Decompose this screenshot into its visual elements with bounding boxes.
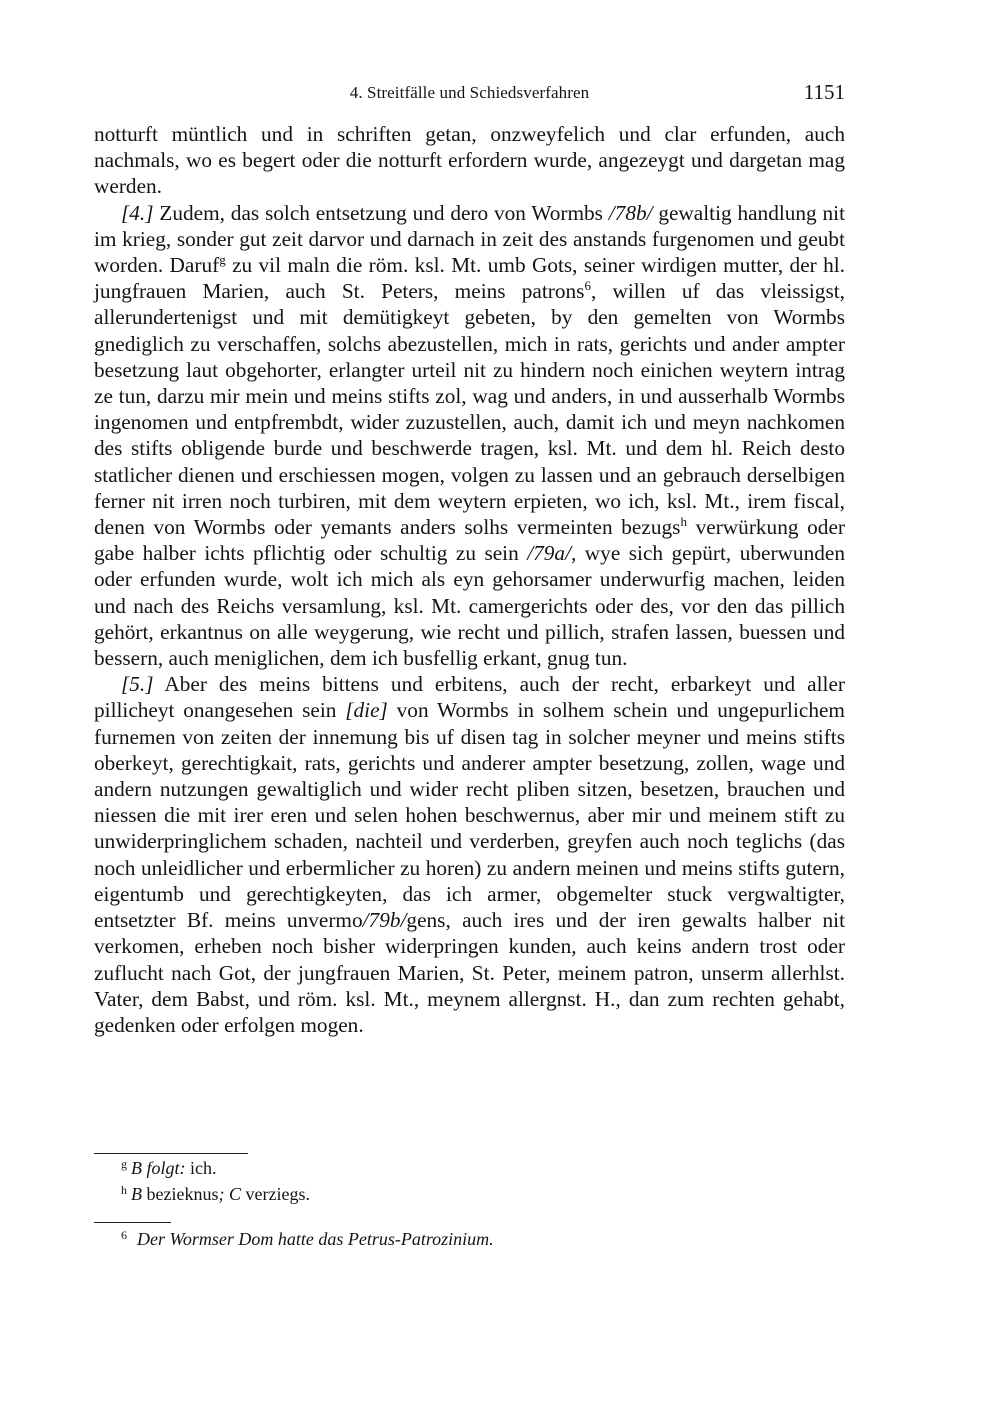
- running-header: [94, 80, 845, 106]
- note-mark: 6: [121, 1228, 127, 1242]
- paragraph-text: zu vil maln die röm. ksl. Mt. umb Gots, seiner wirdigen mutter, der hl. jungfrauen Marien, auch St. Peters, meins patrons: [94, 253, 845, 304]
- note-text: bezieknus: [142, 1184, 219, 1204]
- note-siglum: B folgt:: [131, 1158, 186, 1178]
- editorial-insertion: [die]: [345, 698, 388, 723]
- footnote-ref-g[interactable]: g: [219, 252, 226, 268]
- note-siglum: C: [224, 1184, 241, 1204]
- paragraph-text: verwürkung oder gabe halber ichts pflichtig oder schultig zu sein: [94, 515, 846, 566]
- commentary-divider: [94, 1222, 171, 1223]
- note-separator: ;: [218, 1184, 225, 1204]
- paragraph-text: , willen uf das vleissigst, allerundertenigst und mit demütigkeyt gebeten, by den gemelten von Wormbs gnediglich zu verschaffen, solchs abezustellen, mich in rats, gerichts und ander ampter besetzung laut obgehorter, erlangter urteil nit zu hindern noch einichen weytern intrag ze tun, darzu mir mein und meins stifts zol, wag und anders, in und ausserhalb Wormbs ingenomen und entpfrembdt, wider zuzustellen, auch, damit ich und meyn nachkomen des stifts obligende burde und beschwerde tragen, ksl. Mt. und dem hl. Reich desto statlicher dienen und erschiessen mogen, volgen zu lassen und an gebrauch derselbigen ferner nit irren noch turbiren, mit dem weytern erpieten, wo ich, ksl. Mt., irem fiscal, denen von Wormbs oder yemants anders solhs vermeinten bezugs: [94, 279, 845, 540]
- paragraph-text: Zudem, das solch entsetzung und dero von Wormbs: [153, 200, 609, 225]
- paragraph-text: Aber des meins bittens und erbitens, auch der recht, erbarkeyt und aller pillicheyt onangesehen sein: [94, 672, 845, 723]
- apparatus-divider: [94, 1153, 248, 1154]
- running-title: 4. Streitfälle und Schiedsverfahren: [349, 83, 590, 102]
- paragraph-text: notturft müntlich und in schriften getan, onzweyfelich und clar erfunden, auch nachmals, wo es begert oder die notturft erfordern wurde, angezeygt und dargetan mag werden.: [94, 122, 845, 199]
- footnote-ref-6[interactable]: 6: [584, 278, 591, 294]
- folio-marker: /78b/: [608, 200, 653, 225]
- folio-marker: /79b/: [362, 908, 407, 933]
- note-mark: g: [121, 1157, 127, 1171]
- section-marker: [4.]: [121, 200, 154, 225]
- section-marker: [5.]: [121, 672, 154, 697]
- paragraph-text: gewaltig handlung nit im krieg, sonder gut zeit darvor und darnach in zeit des anstands furgenomen und geubt worden. Daruf: [94, 200, 845, 278]
- paragraph-section-5: [94, 671, 845, 1038]
- paragraph-text: gens, auch ires und der iren gewalts halber nit verkomen, erheben noch bisher widerpringen kunden, auch keins andern trost oder zuflucht nach Got, der jungfrauen Marien, St. Peter, meinem patron, unserm allerhlst. Vater, dem Babst, und röm. ksl. Mt., meynem allergnst. H., dan zum rechten gehabt, gedenken oder erfolgen mogen.: [94, 908, 845, 1037]
- note-siglum: B: [131, 1184, 142, 1204]
- paragraph-continuation: [94, 121, 845, 200]
- note-text: verziegs.: [241, 1184, 310, 1204]
- note-text: Der Wormser Dom hatte das Petrus-Patrozinium.: [137, 1229, 494, 1249]
- main-text: [94, 121, 845, 1038]
- note-mark: h: [121, 1183, 127, 1197]
- paragraph-section-4: [94, 200, 845, 672]
- commentary-note-6: [121, 1228, 494, 1250]
- paragraph-text: , wye sich gepürt, uberwunden oder erfunden wurde, wolt ich mich als eyn gehorsamer underwurfig machen, leiden und nach des Reichs versamlung, ksl. Mt. camergerichts oder des, vor den das pillich gehört, erkantnus on alle weygerung, wie recht und pillich, strafen lassen, buessen und bessern, auch meniglichen, dem ich busfellig erkant, gnug tun.: [94, 541, 845, 671]
- apparatus-note-h: [121, 1183, 310, 1205]
- folio-marker: /79a/: [527, 541, 571, 566]
- footnote-ref-h[interactable]: h: [680, 514, 687, 530]
- apparatus-note-g: [121, 1157, 217, 1179]
- paragraph-text: von Wormbs in solhem schein und ungepurlichem furnemen von zeiten der innemung bis uf disen tag in solcher meyner und meins stifts oberkeyt, gerechtigkait, rats, gerichts und anderer ampter besetzung, zollen, wage und andern nutzungen gewaltiglich und wider recht pliben sitzen, besetzen, brauchen und niessen die mit irer eren und selen hohen beschwernus, aber mir und meinem stift zu unwiderpringlichem schaden, nachteil und verderben, greyfen auch noch teglichs (das noch unleidlicher und erbermlicher zu horen) zu andern meinen und meins stifts gutern, eigentumb und gerechtigkeyten, das ich armer, obgemelter stuck vergwaltigter, entsetzter Bf. meins unvermo: [94, 698, 845, 933]
- page-number: 1151: [803, 80, 845, 104]
- note-text: ich.: [185, 1158, 217, 1178]
